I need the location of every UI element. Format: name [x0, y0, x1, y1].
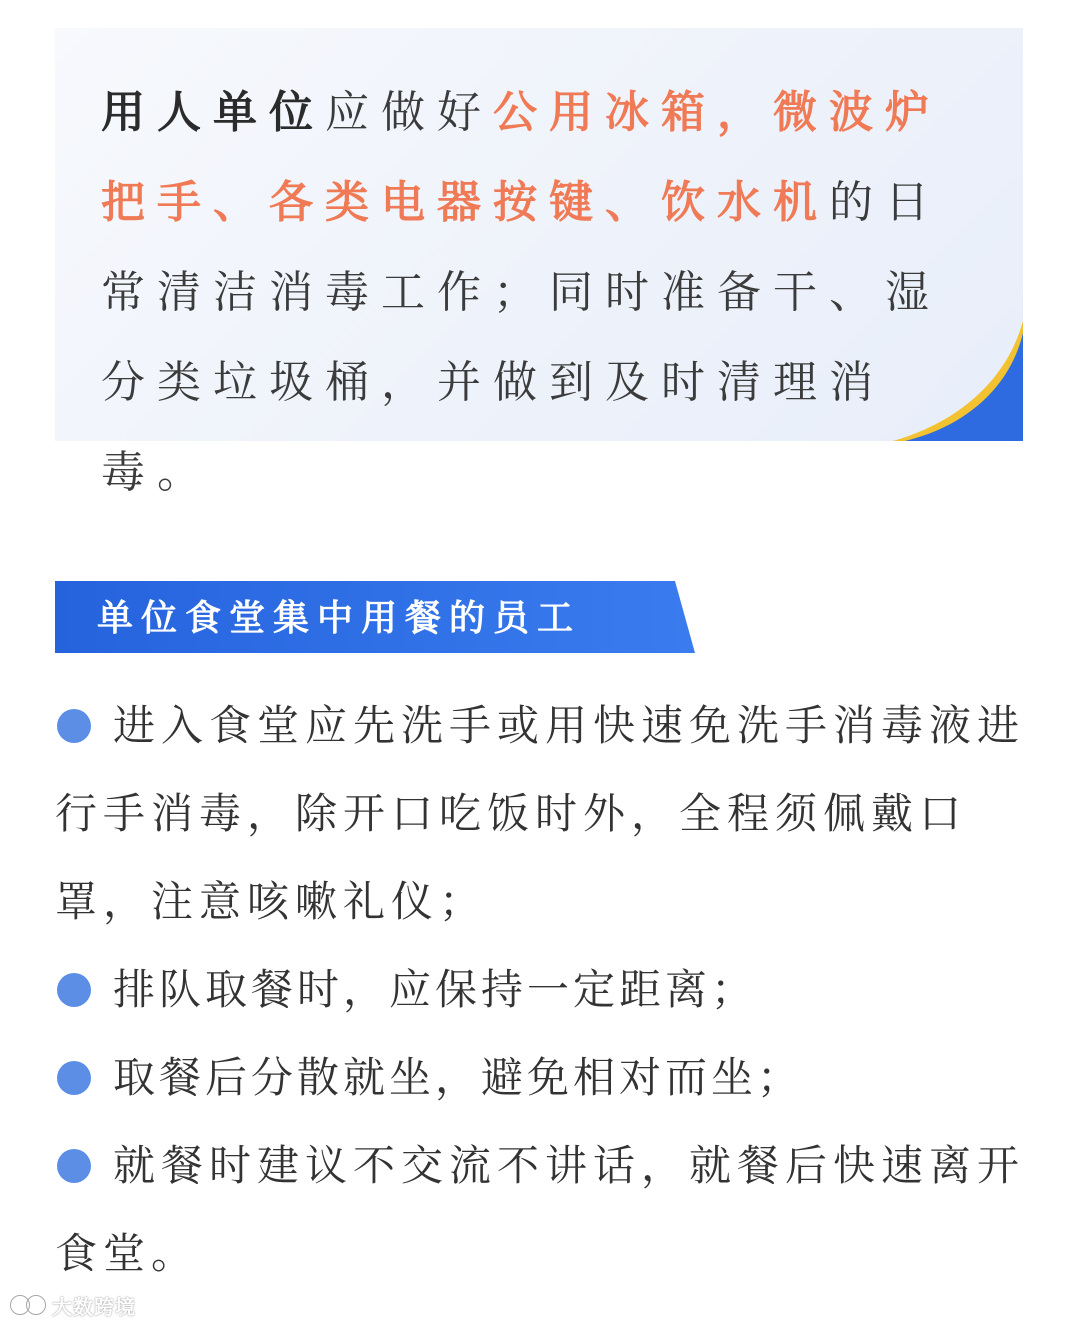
rules-list	[55, 682, 1030, 1298]
bullet-dot-icon	[57, 1149, 91, 1183]
card-paragraph	[101, 68, 981, 518]
card-text-1: 应做好	[325, 87, 493, 138]
bullet-dot-icon	[57, 709, 91, 743]
list-item	[55, 1034, 1030, 1122]
card-highlight: 公用冰箱，微波炉把手、各类电器按键、饮水机	[101, 87, 941, 228]
section-title: 单位食堂集中用餐的员工	[97, 598, 582, 639]
list-item-text: 排队取餐时，应保持一定距离；	[113, 965, 758, 1014]
section-banner	[55, 581, 695, 653]
list-item-text: 进入食堂应先洗手或用快速免洗手消毒液进行手消毒，除开口吃饭时外，全程须佩戴口罩，注意咳嗽礼仪；	[55, 701, 1026, 926]
card-subject: 用人单位	[101, 87, 325, 138]
list-item-text: 取餐后分散就坐，避免相对而坐；	[113, 1053, 804, 1102]
bullet-dot-icon	[57, 973, 91, 1007]
list-item-text: 就餐时建议不交流不讲话，就餐后快速离开食堂。	[55, 1141, 1026, 1278]
bullet-dot-icon	[57, 1061, 91, 1095]
list-item	[55, 1122, 1030, 1298]
list-item	[55, 682, 1030, 946]
brand-logo-icon	[8, 1293, 48, 1317]
info-card	[55, 28, 1023, 498]
list-item	[55, 946, 1030, 1034]
watermark-text: 大数跨境	[52, 1294, 136, 1319]
card-text-2: 的日常清洁消毒工作；同时准备干、湿分类垃圾桶，并做到及时清理消毒。	[101, 177, 941, 498]
watermark	[8, 1290, 136, 1320]
